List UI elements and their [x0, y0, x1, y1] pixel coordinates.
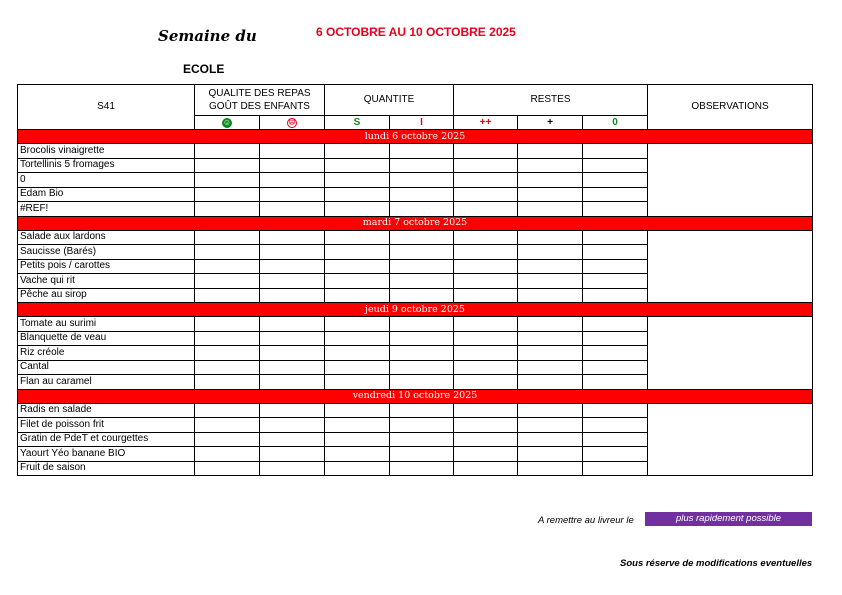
header-row	[18, 85, 813, 116]
restes-0-cell[interactable]	[583, 274, 648, 289]
restes-pp-cell[interactable]	[454, 230, 518, 245]
good-cell[interactable]	[195, 245, 260, 260]
restes-p-cell[interactable]	[518, 447, 583, 462]
quantite-s-cell[interactable]	[325, 418, 390, 433]
restes-0-cell[interactable]	[583, 187, 648, 202]
observations-cell[interactable]	[648, 144, 813, 217]
day-label: lundi 6 octobre 2025	[18, 130, 813, 144]
dish-name: Blanquette de veau	[18, 331, 195, 346]
quantite-s-cell[interactable]	[325, 317, 390, 332]
good-cell[interactable]	[195, 432, 260, 447]
restes-p: +	[518, 116, 583, 130]
restes-pp-cell[interactable]	[454, 173, 518, 188]
good-cell[interactable]	[195, 274, 260, 289]
good-cell[interactable]	[195, 331, 260, 346]
quantite-s-cell[interactable]	[325, 230, 390, 245]
restes-p-cell[interactable]	[518, 173, 583, 188]
day-header	[18, 303, 813, 317]
restes-0-cell[interactable]	[583, 375, 648, 390]
restes-pp-cell[interactable]	[454, 274, 518, 289]
day-header	[18, 389, 813, 403]
quantite-s-cell[interactable]	[325, 346, 390, 361]
quantite-i-cell[interactable]	[390, 360, 454, 375]
quantite-i-cell[interactable]	[390, 173, 454, 188]
restes-p-cell[interactable]	[518, 202, 583, 217]
bad-cell[interactable]	[260, 173, 325, 188]
restes-pp-cell[interactable]	[454, 144, 518, 159]
restes-0-cell[interactable]	[583, 173, 648, 188]
restes-pp-cell[interactable]	[454, 202, 518, 217]
restes-pp-cell[interactable]	[454, 418, 518, 433]
good-cell[interactable]	[195, 230, 260, 245]
dish-name: Fruit de saison	[18, 461, 195, 476]
quantite-s-cell[interactable]	[325, 158, 390, 173]
dish-name: Radis en salade	[18, 403, 195, 418]
menu-table	[17, 84, 813, 476]
smiley-happy-icon: ☺	[222, 117, 232, 127]
dish-name: Gratin de PdeT et courgettes	[18, 432, 195, 447]
restes-p-cell[interactable]	[518, 418, 583, 433]
bad-col	[260, 116, 325, 130]
day-header	[18, 216, 813, 230]
restes-p-cell[interactable]	[518, 403, 583, 418]
bad-cell[interactable]	[260, 331, 325, 346]
bad-cell[interactable]	[260, 360, 325, 375]
day-label: jeudi 9 octobre 2025	[18, 303, 813, 317]
good-cell[interactable]	[195, 360, 260, 375]
ecole-label: ECOLE	[183, 62, 225, 76]
quantite-i: I	[390, 116, 454, 130]
restes-p-cell[interactable]	[518, 144, 583, 159]
restes-pp-cell[interactable]	[454, 331, 518, 346]
restes-p-cell[interactable]	[518, 230, 583, 245]
dish-row	[18, 317, 813, 332]
quantite-i-cell[interactable]	[390, 187, 454, 202]
good-cell[interactable]	[195, 461, 260, 476]
good-cell[interactable]	[195, 144, 260, 159]
dish-name: Cantal	[18, 360, 195, 375]
observations-cell[interactable]	[648, 403, 813, 476]
restes-pp-cell[interactable]	[454, 360, 518, 375]
bad-cell[interactable]	[260, 230, 325, 245]
smiley-sad-icon: ☹	[288, 119, 296, 126]
restes-pp-cell[interactable]	[454, 259, 518, 274]
good-cell[interactable]	[195, 187, 260, 202]
dish-row	[18, 144, 813, 159]
quantite-i-cell[interactable]	[390, 403, 454, 418]
quantite-s-cell[interactable]	[325, 187, 390, 202]
dish-row	[18, 230, 813, 245]
dish-name: Tomate au surimi	[18, 317, 195, 332]
restes-header: RESTES	[454, 85, 648, 116]
restes-pp-cell[interactable]	[454, 317, 518, 332]
quantite-s-cell[interactable]	[325, 432, 390, 447]
good-cell[interactable]	[195, 375, 260, 390]
restes-0-cell[interactable]	[583, 403, 648, 418]
quantite-s-cell[interactable]	[325, 403, 390, 418]
quantite-i-cell[interactable]	[390, 230, 454, 245]
dish-name: Yaourt Yéo banane BIO	[18, 447, 195, 462]
quantite-s-cell[interactable]	[325, 288, 390, 303]
bad-cell[interactable]	[260, 144, 325, 159]
quantite-i-cell[interactable]	[390, 288, 454, 303]
dish-name: Filet de poisson frit	[18, 418, 195, 433]
quantite-i-cell[interactable]	[390, 375, 454, 390]
bad-cell[interactable]	[260, 288, 325, 303]
dish-name: Vache qui rit	[18, 274, 195, 289]
restes-0-cell[interactable]	[583, 360, 648, 375]
restes-pp-cell[interactable]	[454, 158, 518, 173]
good-cell[interactable]	[195, 346, 260, 361]
restes-pp-cell[interactable]	[454, 288, 518, 303]
restes-0-cell[interactable]	[583, 158, 648, 173]
dish-name: #REF!	[18, 202, 195, 217]
quantite-i-cell[interactable]	[390, 259, 454, 274]
restes-p-cell[interactable]	[518, 461, 583, 476]
restes-0-cell[interactable]	[583, 288, 648, 303]
reserve-note: Sous réserve de modifications eventuelles	[620, 558, 813, 569]
restes-pp-cell[interactable]	[454, 432, 518, 447]
day-label: mardi 7 octobre 2025	[18, 216, 813, 230]
day-header	[18, 130, 813, 144]
good-cell[interactable]	[195, 418, 260, 433]
dish-name: Brocolis vinaigrette	[18, 144, 195, 159]
restes-pp-cell[interactable]	[454, 461, 518, 476]
quantite-s-cell[interactable]	[325, 245, 390, 260]
dish-name: Petits pois / carottes	[18, 259, 195, 274]
dish-name: Tortellinis 5 fromages	[18, 158, 195, 173]
restes-p-cell[interactable]	[518, 288, 583, 303]
quantite-s-cell[interactable]	[325, 447, 390, 462]
good-cell[interactable]	[195, 288, 260, 303]
quantite-i-cell[interactable]	[390, 432, 454, 447]
restes-p-cell[interactable]	[518, 317, 583, 332]
remettre-label: A remettre au livreur le	[538, 515, 634, 526]
restes-0: 0	[583, 116, 648, 130]
restes-0-cell[interactable]	[583, 245, 648, 260]
good-cell[interactable]	[195, 447, 260, 462]
quantite-s-cell[interactable]	[325, 461, 390, 476]
good-cell[interactable]	[195, 202, 260, 217]
dish-name: Saucisse (Barés)	[18, 245, 195, 260]
observations-header: OBSERVATIONS	[648, 85, 813, 130]
bad-cell[interactable]	[260, 432, 325, 447]
quantite-s-cell[interactable]	[325, 144, 390, 159]
week-dates: 6 OCTOBRE AU 10 OCTOBRE 2025	[316, 25, 516, 39]
dish-name: Flan au caramel	[18, 375, 195, 390]
bad-cell[interactable]	[260, 274, 325, 289]
bad-cell[interactable]	[260, 346, 325, 361]
bad-cell[interactable]	[260, 403, 325, 418]
restes-pp-cell[interactable]	[454, 346, 518, 361]
week-header: S41	[18, 85, 195, 130]
observations-cell[interactable]	[648, 230, 813, 303]
quantite-s-cell[interactable]	[325, 259, 390, 274]
restes-pp-cell[interactable]	[454, 187, 518, 202]
restes-p-cell[interactable]	[518, 187, 583, 202]
good-cell[interactable]	[195, 173, 260, 188]
bad-cell[interactable]	[260, 245, 325, 260]
qualite-header	[195, 85, 325, 116]
dish-name: Salade aux lardons	[18, 230, 195, 245]
restes-0-cell[interactable]	[583, 331, 648, 346]
bad-cell[interactable]	[260, 202, 325, 217]
dish-name: Edam Bio	[18, 187, 195, 202]
qualite-line1: QUALITE DES REPAS	[208, 88, 311, 99]
restes-p-cell[interactable]	[518, 346, 583, 361]
good-cell[interactable]	[195, 317, 260, 332]
quantite-s-cell[interactable]	[325, 274, 390, 289]
quantite-s: S	[325, 116, 390, 130]
quantite-s-cell[interactable]	[325, 375, 390, 390]
restes-0-cell[interactable]	[583, 317, 648, 332]
bad-cell[interactable]	[260, 259, 325, 274]
bad-cell[interactable]	[260, 375, 325, 390]
quantite-s-cell[interactable]	[325, 173, 390, 188]
good-cell[interactable]	[195, 158, 260, 173]
restes-pp-cell[interactable]	[454, 375, 518, 390]
restes-0-cell[interactable]	[583, 418, 648, 433]
quantite-i-cell[interactable]	[390, 274, 454, 289]
good-cell[interactable]	[195, 259, 260, 274]
quantite-i-cell[interactable]	[390, 317, 454, 332]
restes-p-cell[interactable]	[518, 245, 583, 260]
restes-p-cell[interactable]	[518, 432, 583, 447]
quantite-i-cell[interactable]	[390, 245, 454, 260]
restes-0-cell[interactable]	[583, 202, 648, 217]
restes-0-cell[interactable]	[583, 259, 648, 274]
restes-p-cell[interactable]	[518, 331, 583, 346]
good-cell[interactable]	[195, 403, 260, 418]
remettre-value: plus rapidement possible	[645, 512, 812, 526]
restes-0-cell[interactable]	[583, 432, 648, 447]
bad-cell[interactable]	[260, 317, 325, 332]
restes-p-cell[interactable]	[518, 274, 583, 289]
restes-pp-cell[interactable]	[454, 403, 518, 418]
restes-0-cell[interactable]	[583, 461, 648, 476]
bad-cell[interactable]	[260, 187, 325, 202]
good-col	[195, 116, 260, 130]
bad-cell[interactable]	[260, 418, 325, 433]
quantite-i-cell[interactable]	[390, 158, 454, 173]
dish-name: Riz créole	[18, 346, 195, 361]
restes-0-cell[interactable]	[583, 230, 648, 245]
quantite-s-cell[interactable]	[325, 360, 390, 375]
restes-0-cell[interactable]	[583, 447, 648, 462]
quantite-s-cell[interactable]	[325, 331, 390, 346]
day-label: vendredi 10 octobre 2025	[18, 389, 813, 403]
bad-cell[interactable]	[260, 158, 325, 173]
observations-cell[interactable]	[648, 317, 813, 390]
quantite-i-cell[interactable]	[390, 144, 454, 159]
restes-p-cell[interactable]	[518, 158, 583, 173]
quantite-i-cell[interactable]	[390, 447, 454, 462]
restes-0-cell[interactable]	[583, 144, 648, 159]
quantite-i-cell[interactable]	[390, 331, 454, 346]
restes-pp-cell[interactable]	[454, 245, 518, 260]
quantite-i-cell[interactable]	[390, 346, 454, 361]
qualite-line2: GOÛT DES ENFANTS	[209, 101, 310, 112]
quantite-i-cell[interactable]	[390, 418, 454, 433]
dish-name: Pêche au sirop	[18, 288, 195, 303]
quantite-i-cell[interactable]	[390, 461, 454, 476]
restes-pp: ++	[454, 116, 518, 130]
bad-cell[interactable]	[260, 461, 325, 476]
restes-p-cell[interactable]	[518, 259, 583, 274]
restes-p-cell[interactable]	[518, 375, 583, 390]
quantite-header: QUANTITE	[325, 85, 454, 116]
restes-p-cell[interactable]	[518, 360, 583, 375]
quantite-s-cell[interactable]	[325, 202, 390, 217]
semaine-label: Semaine du	[158, 27, 257, 45]
restes-0-cell[interactable]	[583, 346, 648, 361]
bad-cell[interactable]	[260, 447, 325, 462]
dish-row	[18, 403, 813, 418]
quantite-i-cell[interactable]	[390, 202, 454, 217]
restes-pp-cell[interactable]	[454, 447, 518, 462]
dish-name: 0	[18, 173, 195, 188]
